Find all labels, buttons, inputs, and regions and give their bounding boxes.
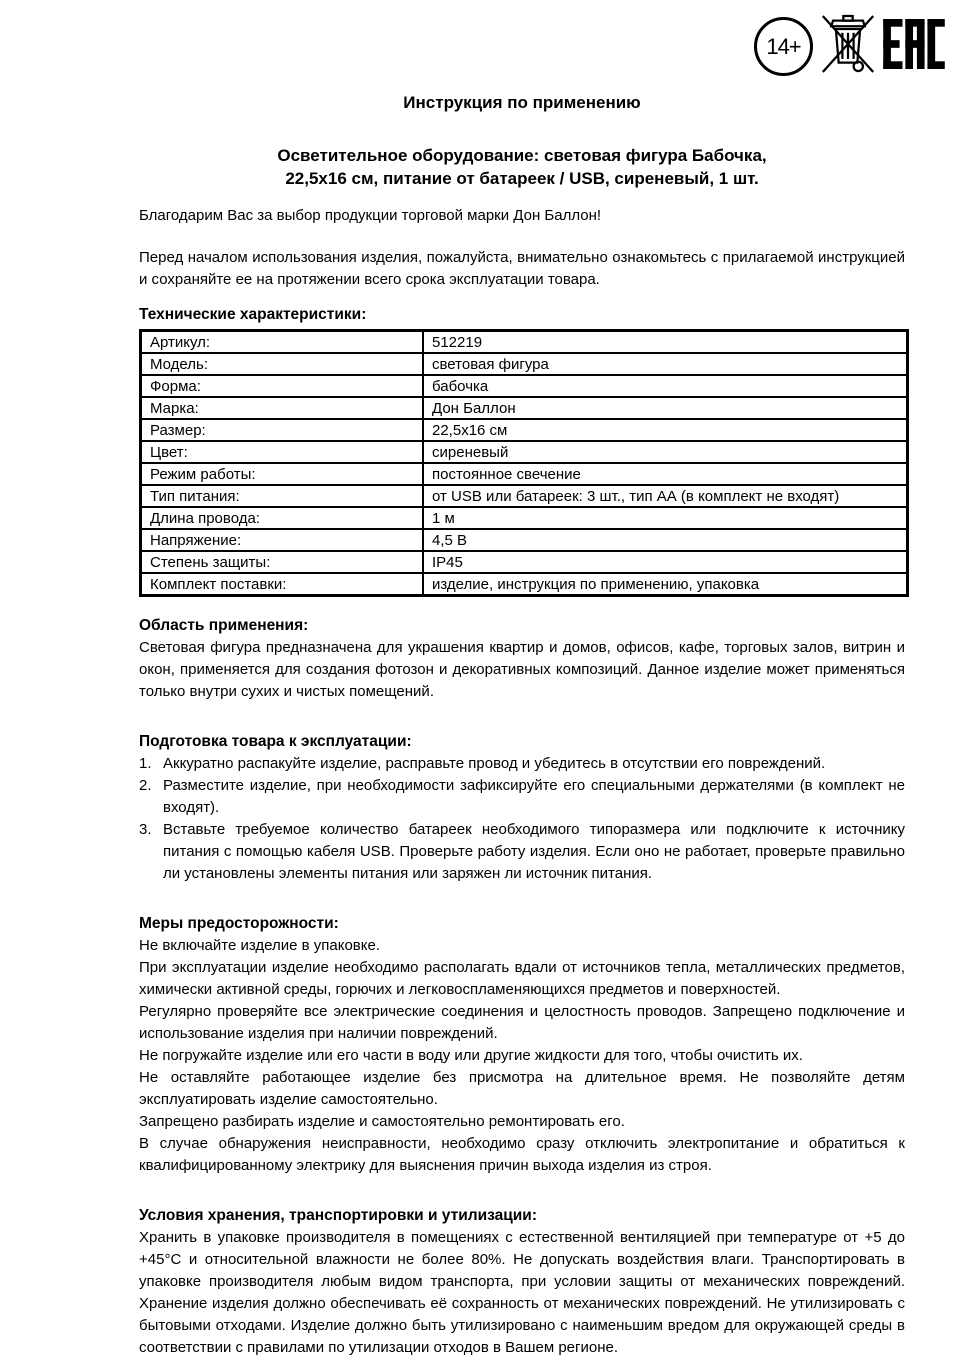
spec-label: Степень защиты: <box>141 551 424 573</box>
spec-label: Тип питания: <box>141 485 424 507</box>
precaution-paragraph: Запрещено разбирать изделие и самостоятельно ремонтировать его. <box>139 1113 625 1130</box>
precaution-paragraph: Не оставляйте работающее изделие без присмотра на длительное время. Не позволяйте детям эксплуатировать изделие самостоятельно. <box>139 1069 905 1108</box>
intro-paragraph-readme: Перед началом использования изделия, пожалуйста, внимательно ознакомьтесь с прилагаемой инструкцией и сохраняйте ее на протяжении всего срока эксплуатации товара. <box>139 249 905 288</box>
spec-label: Размер: <box>141 419 424 441</box>
document-content <box>139 0 905 1359</box>
specs-table <box>139 329 909 597</box>
table-row <box>141 397 908 419</box>
table-row <box>141 441 908 463</box>
spec-value: 1 м <box>423 507 908 529</box>
spec-label: Артикул: <box>141 331 424 354</box>
table-row <box>141 375 908 397</box>
spec-value: IP45 <box>423 551 908 573</box>
age-restriction-label: 14+ <box>766 33 801 59</box>
spec-value: постоянное свечение <box>423 463 908 485</box>
list-item <box>139 775 905 819</box>
intro-paragraph-thanks: Благодарим Вас за выбор продукции торговой марки Дон Баллон! <box>139 207 602 224</box>
list-item-number: 3. <box>139 821 152 838</box>
spec-label: Комплект поставки: <box>141 573 424 596</box>
table-row <box>141 331 908 354</box>
table-row <box>141 419 908 441</box>
table-row <box>141 529 908 551</box>
table-row <box>141 485 908 507</box>
preparation-list <box>139 753 905 885</box>
application-paragraph: Световая фигура предназначена для украшения квартир и домов, офисов, кафе, торговых залов, витрин и окон, применяется для создания фотозон и декоративных композиций. Данное изделие может применяться только внутри сухих и чистых помещений. <box>139 639 905 700</box>
spec-label: Цвет: <box>141 441 424 463</box>
spec-value: световая фигура <box>423 353 908 375</box>
list-item <box>139 819 905 885</box>
page-title: Инструкция по применению <box>403 93 641 112</box>
table-row <box>141 353 908 375</box>
spec-value: изделие, инструкция по применению, упаковка <box>423 573 908 596</box>
spec-value: Дон Баллон <box>423 397 908 419</box>
spec-label: Длина провода: <box>141 507 424 529</box>
spec-value: сиреневый <box>423 441 908 463</box>
list-item-text: Разместите изделие, при необходимости зафиксируйте его специальными держателями (в комплект не входят). <box>163 777 905 816</box>
list-item-text: Аккуратно распакуйте изделие, расправьте провод и убедитесь в отсутствии его повреждений. <box>163 755 826 772</box>
precaution-paragraph: Не погружайте изделие или его части в воду или другие жидкости для того, чтобы очистить их. <box>139 1047 803 1064</box>
table-row <box>141 551 908 573</box>
spec-label: Режим работы: <box>141 463 424 485</box>
table-row <box>141 507 908 529</box>
table-row <box>141 463 908 485</box>
spec-value: 512219 <box>423 331 908 354</box>
precaution-paragraph: Регулярно проверяйте все электрические соединения и целостность проводов. Запрещено подключение и использование изделия при наличии повреждений. <box>139 1003 905 1042</box>
table-row <box>141 573 908 596</box>
spec-value: бабочка <box>423 375 908 397</box>
section-title-precautions: Меры предосторожности: <box>139 915 339 932</box>
product-title-line1: Осветительное оборудование: световая фигура Бабочка, <box>277 146 767 165</box>
spec-label: Модель: <box>141 353 424 375</box>
spec-label: Форма: <box>141 375 424 397</box>
list-item <box>139 753 905 775</box>
product-title <box>139 144 905 190</box>
section-title-preparation: Подготовка товара к эксплуатации: <box>139 733 412 750</box>
spec-label: Марка: <box>141 397 424 419</box>
precaution-paragraph: В случае обнаружения неисправности, необходимо сразу отключить электропитание и обратиться к квалифицированному электрику для выяснения причин выхода изделия из строя. <box>139 1135 905 1174</box>
list-item-text: Вставьте требуемое количество батареек необходимого типоразмера или подключите к источнику питания с помощью кабеля USB. Проверьте работу изделия. Если оно не работает, проверьте правильно ли установлены элементы питания или заряжен ли источник питания. <box>163 821 905 882</box>
section-title-specs: Технические характеристики: <box>139 306 367 323</box>
spec-value: от USB или батареек: 3 шт., тип АА (в комплект не входят) <box>423 485 908 507</box>
precaution-paragraph: При эксплуатации изделие необходимо располагать вдали от источников тепла, металлических предметов, химически активной среды, горючих и легковоспламеняющихся предметов и поверхностей. <box>139 959 905 998</box>
spec-value: 4,5 В <box>423 529 908 551</box>
storage-paragraph: Хранить в упаковке производителя в помещениях с естественной вентиляцией при температуре от +5 до +45°С и относительной влажности не более 80%. Не допускать воздействия влаги. Транспортировать в упаковке производителя любым видом транспорта, при условии защиты от механических повреждений. Хранение изделия должно обеспечивать её сохранность от механических повреждений. Не утилизировать с бытовыми отходами. Изделие должно быть утилизировано с наименьшим вредом для окружающей среды в соответствии с правилами по утилизации отходов в Вашем регионе. <box>139 1229 905 1356</box>
list-item-number: 2. <box>139 777 152 794</box>
list-item-number: 1. <box>139 755 152 772</box>
spec-label: Напряжение: <box>141 529 424 551</box>
precaution-paragraph: Не включайте изделие в упаковке. <box>139 937 381 954</box>
product-title-line2: 22,5х16 см, питание от батареек / USB, сиреневый, 1 шт. <box>285 169 759 188</box>
spec-value: 22,5х16 см <box>423 419 908 441</box>
section-title-storage: Условия хранения, транспортировки и утилизации: <box>139 1207 537 1224</box>
section-title-application: Область применения: <box>139 617 309 634</box>
